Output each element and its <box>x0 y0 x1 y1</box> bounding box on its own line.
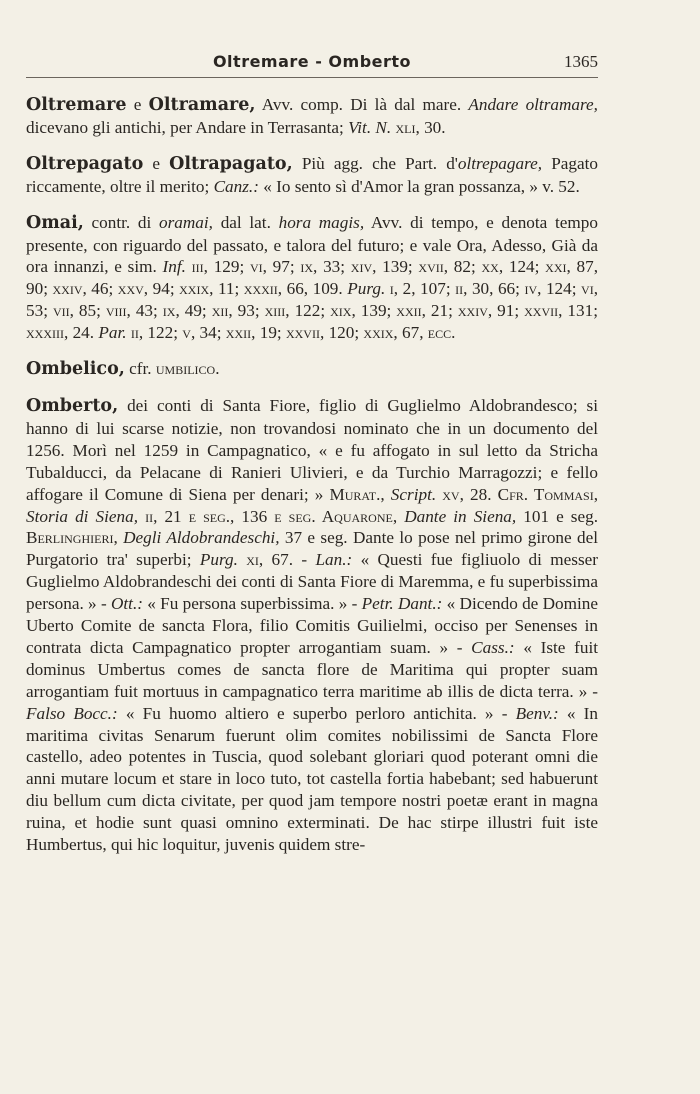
citation-source: Par. <box>98 323 127 343</box>
commentator: Falso Bocc.: <box>26 703 118 723</box>
author-name: Aquarone, <box>321 506 398 526</box>
commentator: Benv.: <box>515 703 559 723</box>
citation-source: Purg. <box>199 550 238 570</box>
dictionary-body <box>26 52 598 856</box>
citation-source: Canz.: <box>213 176 259 196</box>
commentator: Petr. Dant.: <box>361 594 443 614</box>
headword: Omai, <box>26 212 84 233</box>
author-name: Tommasi, <box>533 484 598 504</box>
headword: Omberto, <box>26 395 119 416</box>
page-number: 1365 <box>564 52 598 71</box>
citation-source: Vit. N. <box>348 117 392 137</box>
entry-ombelico: Ombelico, cfr. umbilico. <box>26 359 220 380</box>
citation-source: Inf. <box>162 257 186 277</box>
author-name: Murat., <box>329 484 385 504</box>
commentator: Ott.: <box>110 594 143 614</box>
headword-variant: Oltramare, <box>148 95 256 115</box>
author-name: Berlinghieri, <box>26 528 118 548</box>
headword: Ombelico, <box>26 359 125 380</box>
headword: Oltrepagato <box>26 153 144 174</box>
headword: Oltremare <box>26 95 127 115</box>
entry-omai: Omai, contr. di oramai, dal lat. hora magis, Avv. di tempo, e denota tempo presente, con riguardo del passato, e talora del futuro; e vale Ora, Adesso, Già da ora innanzi, e sim. Inf. iii, 129; vi, 97; ix, 33; xiv, 139; xvii, 82; xx, 124; xxi, 87, 90; xxiv, 46; xxv, 94; xxix, 11; xxxii, 66, 109. Purg. i, 2, 107; ii, 30, 66; iv, 124; vi, 53; vii, 85; viii, 43; ix, 49; xii, 93; xiii, 122; xix, 139; xxii, 21; xxiv, 91; xxvii, 131; xxxiii, 24. Par. ii, 122; v, 34; xxii, 19; xxvii, 120; xxix, 67, ecc. <box>26 212 599 343</box>
headword-variant: Oltrapagato, <box>169 153 293 174</box>
citation-source: Purg. <box>347 279 386 299</box>
cross-reference: umbilico. <box>155 359 220 379</box>
entry-oltrepagato: Oltrepagato e Oltrapagato, Più agg. che Part. d'oltrepagare, Pagato riccamente, oltre il merito; Canz.: « Io sento sì d'Amor la gran possanza, » v. 52. <box>26 153 598 196</box>
page-header <box>26 0 598 71</box>
entry-omberto: Omberto, dei conti di Santa Fiore, figlio di Guglielmo Aldobrandesco; si hanno di lui scarse notizie, non trovandosi nominato che in un documento del 1256. Morì nel 1259 in Campagnatico, « e fu affogato in sul letto da Stricha Tubalducci, da Pelacane di Ranieri Ulivieri, e da Turchio Marragozzi; e fello affogare il Comune di Siena per denari; » Murat., Script. xv, 28. Cfr. Tommasi, Storia di Siena, ii, 21 e seg., 136 e seg. Aquarone, Dante in Siena, 101 e seg. Berlinghieri, Degli Aldobrandeschi, 37 e seg. Dante lo pose nel primo girone del Purgatorio tra' superbi; Purg. xi, 67. - Lan.: « Questi fue figliuolo di messer Guglielmo Aldobrandeschi dei conti di Santa Fiore di Maremma, e fu superbissima persona. » - Ott.: « Fu persona superbissima. » - Petr. Dant.: « Dicendo de Domine Uberto Comite de sancta Flora, filio Comitis Guilielmi, occiso per Senenses in contrata dicta Campagnatico propter arrogantiam suam. » - Cass.: « Iste fuit dominus Umbertus comes de sancta flore de Maritima qui propter suam arrogantiam fuit mortuus in campagnatico terra maritime ab illis de dicta terra. » - Falso Bocc.: « Fu huomo altiero e superbo perloro antichita. » - Benv.: « In maritima civitas Senarum fuerunt olim comites nobilissimi de Sancta Flore castello, adeo potentes in Tuscia, quod solebant gloriari quod poterant omni die anni mutare locum et stare in loco tuto, tot castella fortia habebant; sed habuerunt diu bellum cum dicta civitate, per quod jam tempore nostri poetæ erant in magna ruina, et hodie sunt quasi omnino exterminati. De hac stirpe illustri fuit iste Humbertus, qui hic loquitur, juvenis quidem stre- <box>26 395 599 855</box>
running-title: Oltremare - Omberto <box>212 52 412 71</box>
commentator: Cass.: <box>471 637 515 657</box>
entry-oltremare: Oltremare e Oltramare, Avv. comp. Di là dal mare. Andare oltramare, dicevano gli antichi, per Andare in Terrasanta; Vit. N. xli, 30. <box>26 95 598 137</box>
commentator: Lan.: <box>315 550 353 570</box>
header-rule <box>26 77 598 78</box>
